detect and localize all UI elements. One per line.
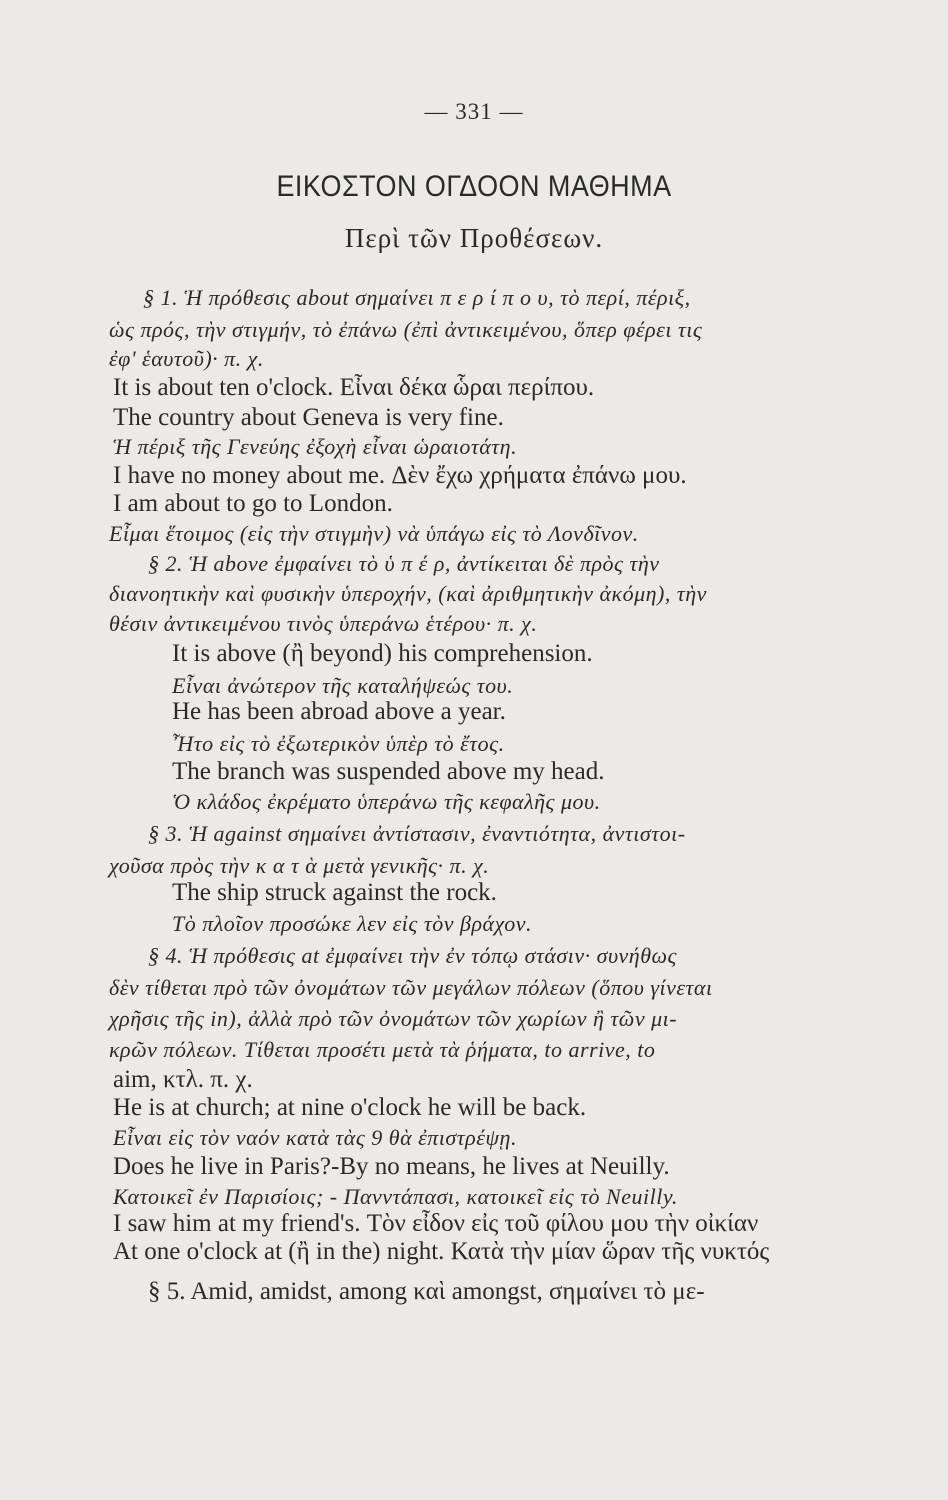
text-line: I am about to go to London. [113,490,393,517]
text-line: The branch was suspended above my head. [172,758,605,785]
text-line: The ship struck against the rock. [172,879,497,906]
text-line: κρῶν πόλεων. Τίθεται προσέτι μετὰ τὰ ῥήματα, to arrive, to [109,1037,656,1062]
text-line: Does he live in Paris?-By no means, he lives at Neuilly. [113,1153,670,1180]
text-line: Ἡ πέριξ τῆς Γενεύης ἐξοχὴ εἶναι ὡραιοτάτη. [113,434,518,459]
text-line: Ὁ κλάδος ἐκρέματο ὑπεράνω τῆς κεφαλῆς μου. [172,789,601,814]
text-line: I saw him at my friend's. Τὸν εἶδον εἰς τοῦ φίλου μου τὴν οἰκίαν [113,1210,759,1237]
text-line: Εἶμαι ἕτοιμος (εἰς τὴν στιγμὴν) νὰ ὑπάγω εἰς τὸ Λονδῖνον. [109,521,639,546]
text-line: διανοητικὴν καὶ φυσικὴν ὑπεροχήν, (καὶ ἀριθμητικὴν ἀκόμη), τὴν [109,581,707,606]
chapter-subtitle: Περὶ τῶν Προθέσεων. [344,223,604,253]
text-line: Κατοικεῖ ἐν Παρισίοις; - Πανντάπασι, κατοικεῖ εἰς τὸ Neuilly. [113,1184,678,1209]
text-line: ὡς πρός, τὴν στιγμήν, τὸ ἐπάνω (ἐπὶ ἀντικειμένου, ὅπερ φέρει τις [109,317,703,342]
text-line: § 5. Amid, amidst, among καὶ amongst, σημαίνει τὸ με- [148,1278,705,1305]
text-line: ἐφ' ἑαυτοῦ)· π. χ. [109,346,264,371]
text-line: I have no money about me. Δὲν ἔχω χρήματα ἐπάνω μου. [113,462,687,489]
text-line: Εἶναι ἀνώτερον τῆς καταλήψεώς του. [172,673,514,698]
text-line: aim, κτλ. π. χ. [113,1066,253,1093]
text-line: § 1. Ἡ πρόθεσις about σημαίνει π ε ρ ί π ο υ, τὸ περί, πέριξ, [143,285,691,310]
text-line: θέσιν ἀντικειμένου τινὸς ὑπεράνω ἑτέρου· π. χ. [109,611,538,636]
text-line: § 3. Ἡ against σημαίνει ἀντίστασιν, ἐναντιότητα, ἀντιστοι- [148,821,686,846]
text-line: § 2. Ἡ above ἐμφαίνει τὸ ὑ π έ ρ, ἀντίκειται δὲ πρὸς τὴν [148,551,660,576]
text-line: The country about Geneva is very fine. [113,404,504,431]
text-line: χοῦσα πρὸς τὴν κ α τ ὰ μετὰ γενικῆς· π. χ. [109,853,490,878]
text-line: δὲν τίθεται πρὸ τῶν ὀνομάτων τῶν μεγάλων πόλεων (ὅπου γίνεται [109,975,713,1000]
text-line: Τὸ πλοῖον προσώκε λεν εἰς τὸν βράχον. [172,911,533,936]
text-line: Ἦτο εἰς τὸ ἐξωτερικὸν ὑπὲρ τὸ ἔτος. [172,731,505,756]
text-line: At one o'clock at (ἢ in the) night. Κατὰ τὴν μίαν ὥραν τῆς νυκτός [113,1238,770,1265]
text-line: Εἶναι εἰς τὸν ναόν κατὰ τὰς 9 θὰ ἐπιστρέψῃ. [113,1125,517,1150]
text-line: χρῆσις τῆς in), ἀλλὰ πρὸ τῶν ὀνομάτων τῶν χωρίων ἢ τῶν μι- [109,1006,678,1031]
chapter-title: ΕΙΚΟΣΤΟΝ ΟΓΔΟΟΝ ΜΑΘΗΜΑ [276,170,672,203]
text-line: He has been abroad above a year. [172,698,506,725]
text-line: § 4. Ἡ πρόθεσις at ἐμφαίνει τὴν ἐν τόπῳ στάσιν· συνήθως [148,943,677,968]
text-line: He is at church; at nine o'clock he will be back. [113,1094,587,1121]
text-line: It is above (ἢ beyond) his comprehension. [172,640,593,667]
page-number: — 331 — [424,99,524,124]
text-line: It is about ten o'clock. Εἶναι δέκα ὧραι περίπου. [113,374,595,401]
